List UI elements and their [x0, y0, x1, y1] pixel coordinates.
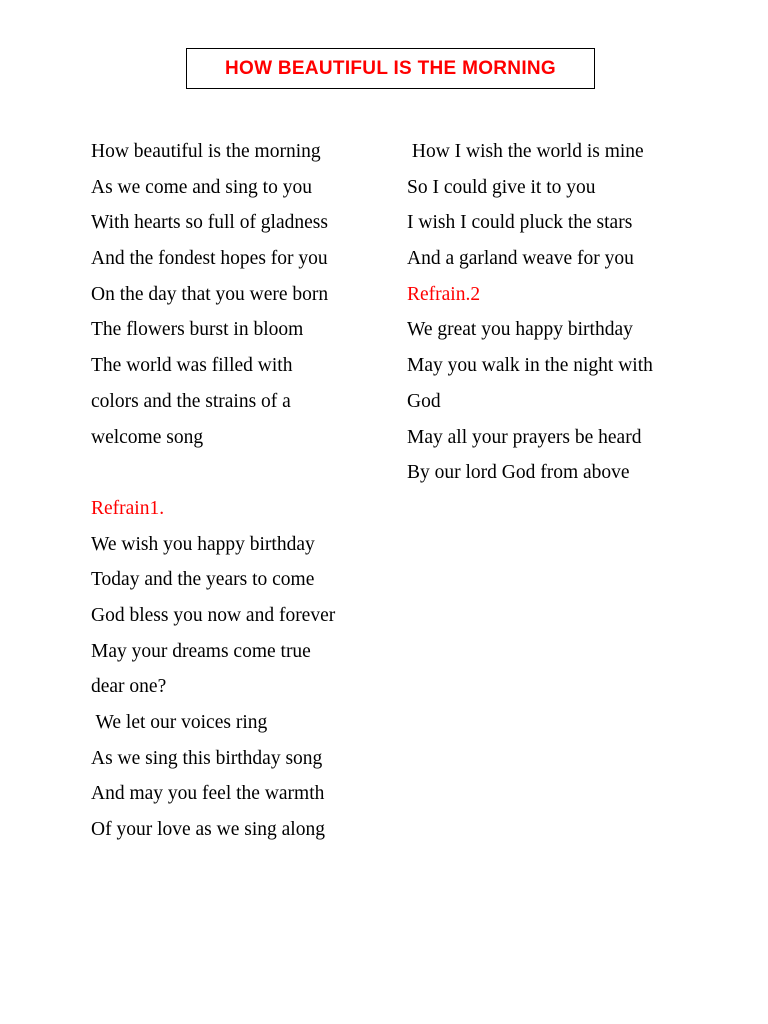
lyric-line: And the fondest hopes for you: [91, 248, 328, 270]
lyric-line: Of your love as we sing along: [91, 819, 325, 841]
left-column: [91, 134, 391, 848]
lyric-line: May your dreams come true: [91, 640, 311, 662]
lyric-line: colors and the strains of a: [91, 390, 291, 412]
lyric-line: With hearts so full of gladness: [91, 212, 328, 234]
lyric-line: As we sing this birthday song: [91, 747, 323, 769]
lyric-line: And a garland weave for you: [407, 248, 634, 270]
page-title: HOW BEAUTIFUL IS THE MORNING: [224, 57, 557, 79]
lyric-line: dear one?: [91, 676, 167, 698]
lyric-line: We great you happy birthday: [407, 319, 633, 341]
lyric-line: We let our voices ring: [91, 712, 268, 733]
lyric-line: May you walk in the night with: [407, 355, 653, 377]
stanza-break: [91, 455, 391, 491]
refrain-heading: Refrain.2: [407, 283, 481, 305]
lyric-line: How I wish the world is mine: [407, 141, 644, 162]
lyric-line: Today and the years to come: [91, 569, 315, 591]
lyric-line: God: [407, 390, 441, 412]
lyric-line: God bless you now and forever: [91, 604, 336, 626]
lyric-line: The world was filled with: [91, 355, 293, 377]
lyric-line: The flowers burst in bloom: [91, 319, 304, 341]
title-box: [186, 48, 595, 89]
lyric-line: May all your prayers be heard: [407, 426, 642, 448]
lyric-line: On the day that you were born: [91, 283, 329, 305]
lyric-line: welcome song: [91, 426, 204, 448]
lyric-line: And may you feel the warmth: [91, 783, 325, 805]
right-column: [407, 134, 707, 491]
lyric-line: How beautiful is the morning: [91, 141, 321, 162]
lyric-line: I wish I could pluck the stars: [407, 212, 633, 234]
lyric-line: So I could give it to you: [407, 176, 596, 198]
refrain-heading: Refrain1.: [91, 497, 165, 519]
lyric-line: We wish you happy birthday: [91, 533, 315, 555]
lyric-line: As we come and sing to you: [91, 176, 312, 198]
lyric-line: By our lord God from above: [407, 462, 630, 484]
